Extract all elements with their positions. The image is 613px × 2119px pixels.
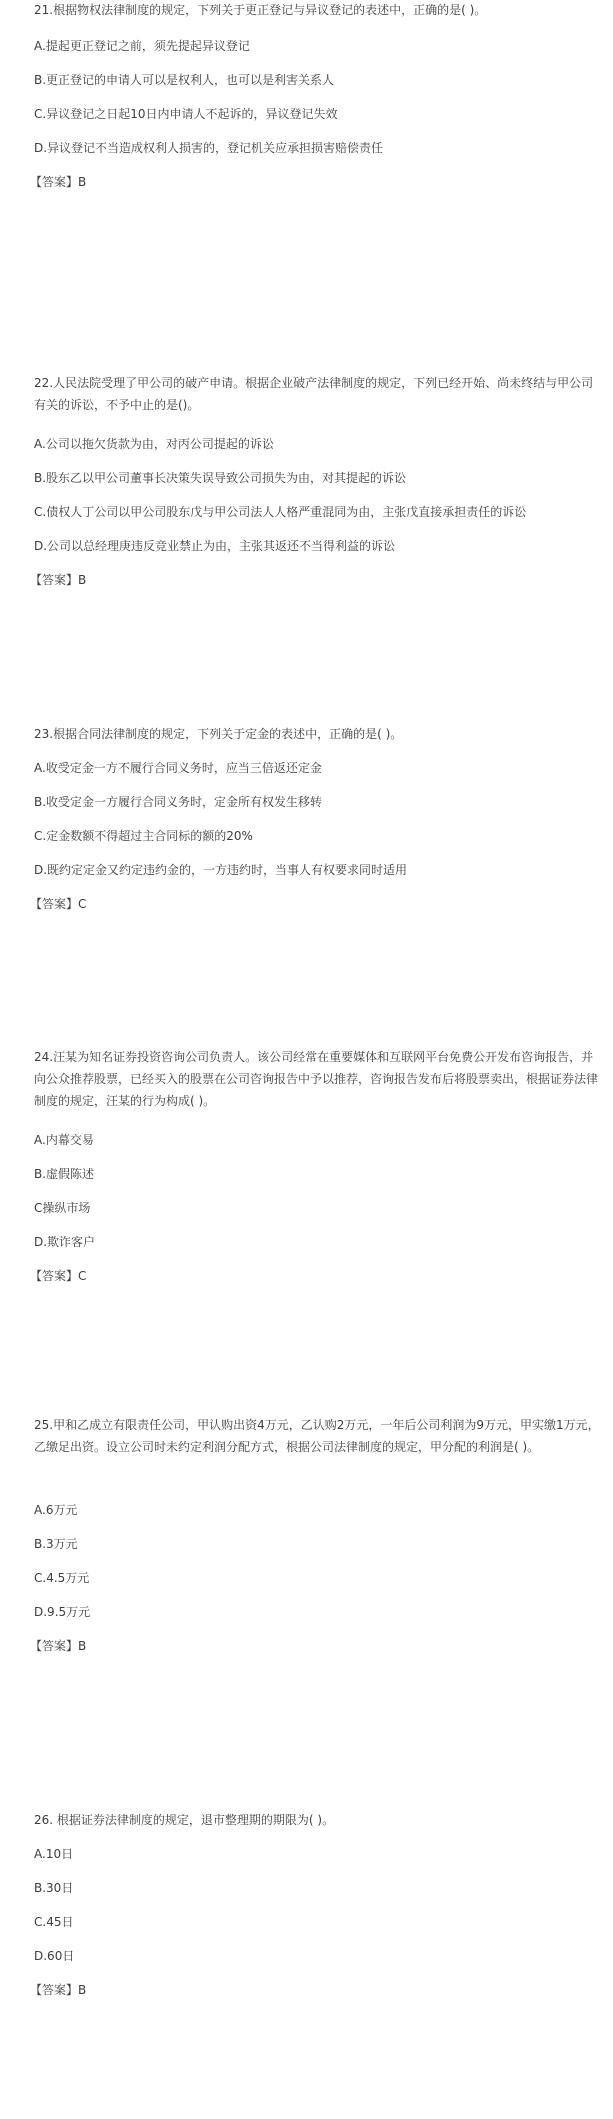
option-d: D.60日 [34, 1949, 75, 1963]
question-stem: 23.根据合同法律制度的规定，下列关于定金的表述中，正确的是( )。 [34, 727, 403, 741]
answer: 【答案】C [30, 1269, 87, 1283]
option-c: C.定金数额不得超过主合同标的额的20% [34, 829, 253, 843]
option-d: D.9.5万元 [34, 1605, 91, 1619]
option-a: A.6万元 [34, 1503, 78, 1517]
option-d: D.异议登记不当造成权利人损害的，登记机关应承担损害赔偿责任 [34, 141, 384, 155]
option-b: B.虚假陈述 [34, 1167, 95, 1181]
option-b: B.30日 [34, 1881, 74, 1895]
option-c: C.4.5万元 [34, 1571, 90, 1585]
answer: 【答案】B [30, 573, 87, 587]
option-a: A.提起更正登记之前，须先提起异议登记 [34, 39, 250, 53]
option-c: C.债权人丁公司以甲公司股东戊与甲公司法人人格严重混同为由，主张戊直接承担责任的诉讼 [34, 505, 527, 519]
question-stem: 22.人民法院受理了甲公司的破产申请。根据企业破产法律制度的规定，下列已经开始、尚未终结与甲公司有关的诉讼，不予中止的是()。 [34, 376, 594, 412]
answer: 【答案】B [30, 175, 87, 189]
option-a: A.10日 [34, 1847, 74, 1861]
option-c: C操纵市场 [34, 1201, 91, 1215]
answer: 【答案】C [30, 897, 87, 911]
option-c: C.异议登记之日起10日内申请人不起诉的，异议登记失效 [34, 107, 338, 121]
answer: 【答案】B [30, 1983, 87, 1997]
option-b: B.股东乙以甲公司董事长决策失误导致公司损失为由，对其提起的诉讼 [34, 471, 407, 485]
option-d: D.既约定定金又约定违约金的，一方违约时，当事人有权要求同时适用 [34, 863, 408, 877]
option-c: C.45日 [34, 1915, 74, 1929]
option-a: A.内幕交易 [34, 1133, 94, 1147]
question-stem: 25.甲和乙成立有限责任公司，甲认购出资4万元，乙认购2万元，一年后公司利润为9万元，甲实缴1万元，乙缴足出资。设立公司时未约定利润分配方式，根据公司法律制度的规定，甲分配的利润是( )。 [34, 1418, 600, 1454]
option-b: B.3万元 [34, 1537, 78, 1551]
option-d: D.公司以总经理庚违反竞业禁止为由，主张其返还不当得利益的诉讼 [34, 539, 396, 553]
option-b: B.收受定金一方履行合同义务时，定金所有权发生移转 [34, 795, 323, 809]
option-a: A.公司以拖欠货款为由，对丙公司提起的诉讼 [34, 437, 274, 451]
question-stem: 24.汪某为知名证券投资咨询公司负责人。该公司经常在重要媒体和互联网平台免费公开发布咨询报告，并向公众推荐股票，已经买入的股票在公司咨询报告中予以推荐，咨询报告发布后将股票卖出，根据证券法律制度的规定，汪某的行为构成( )。 [34, 1050, 599, 1108]
option-a: A.收受定金一方不履行合同义务时，应当三倍返还定金 [34, 761, 322, 775]
option-b: B.更正登记的申请人可以是权利人，也可以是利害关系人 [34, 73, 335, 87]
question-stem: 21.根据物权法律制度的规定，下列关于更正登记与异议登记的表述中，正确的是( )。 [34, 3, 487, 17]
question-stem: 26. 根据证券法律制度的规定，退市整理期的期限为( )。 [34, 1813, 335, 1827]
option-d: D.欺诈客户 [34, 1235, 96, 1249]
answer: 【答案】B [30, 1639, 87, 1653]
